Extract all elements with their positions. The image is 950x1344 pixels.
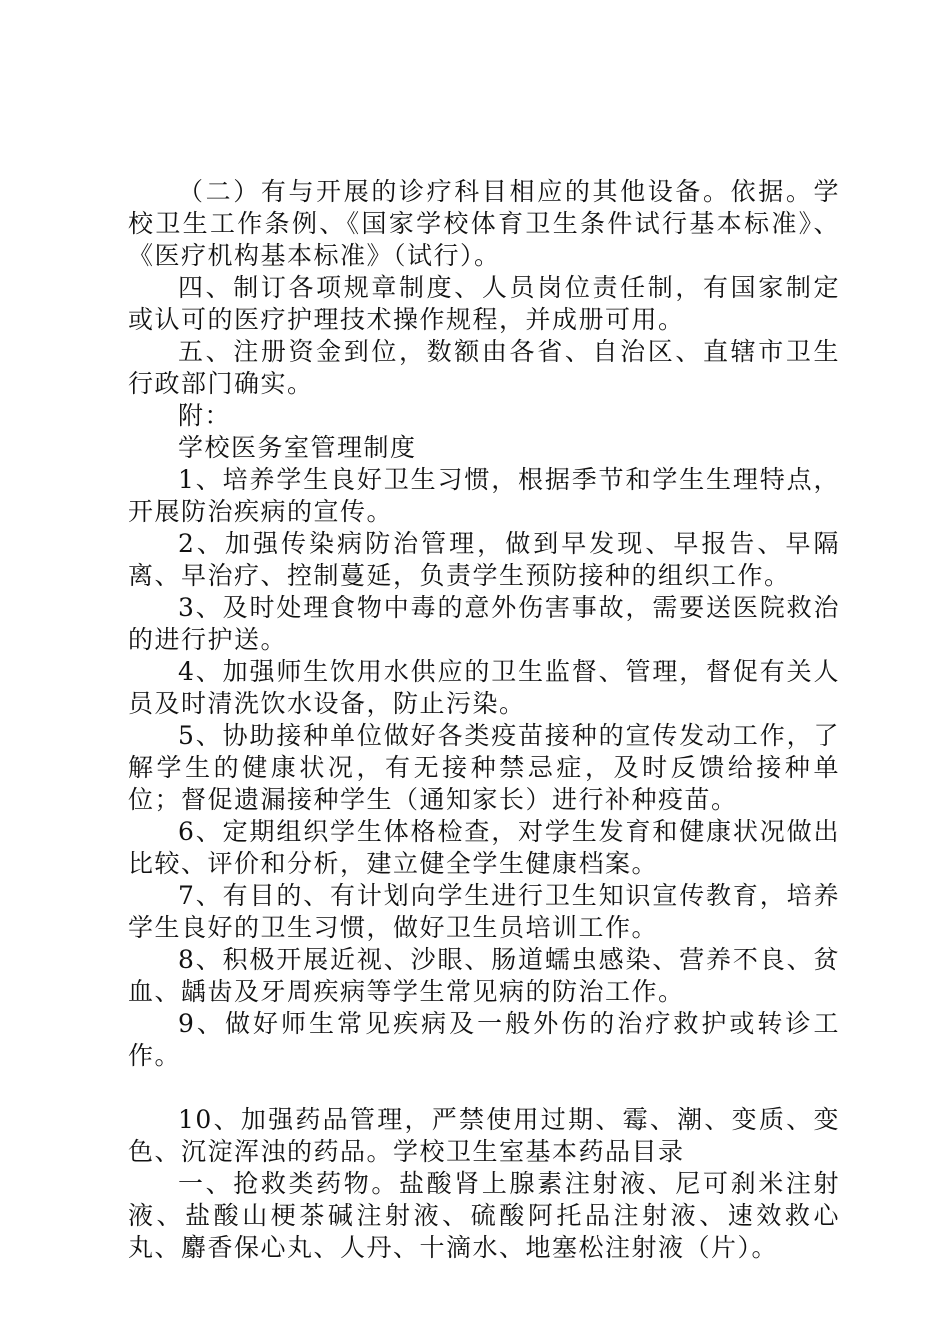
paragraph-appendix-label: 附： <box>178 401 232 430</box>
paragraph-rules: 四、制订各项规章制度、人员岗位责任制，有国家制定或认可的医疗护理技术操作规程，并成册可用。 <box>128 273 840 334</box>
list-item: 4、加强师生饮用水供应的卫生监督、管理，督促有关人员及时清洗饮水设备，防止污染。 <box>128 657 840 718</box>
paragraph-emergency-drugs: 一、抢救类药物。盐酸肾上腺素注射液、尼可刹米注射液、盐酸山梗茶碱注射液、硫酸阿托品注射液、速效救心丸、麝香保心丸、人丹、十滴水、地塞松注射液（片）。 <box>128 1169 840 1262</box>
list-item: 2、加强传染病防治管理，做到早发现、早报告、早隔离、早治疗、控制蔓延，负责学生预防接种的组织工作。 <box>128 529 840 590</box>
list-item: 8、积极开展近视、沙眼、肠道蠕虫感染、营养不良、贫血、龋齿及牙周疾病等学生常见病的防治工作。 <box>128 945 840 1006</box>
list-item: 9、做好师生常见疾病及一般外伤的治疗救护或转诊工作。 <box>128 1009 840 1070</box>
section-title: 学校医务室管理制度 <box>178 433 417 462</box>
document-body <box>128 176 840 1264</box>
list-item: 7、有目的、有计划向学生进行卫生知识宣传教育，培养学生良好的卫生习惯，做好卫生员培训工作。 <box>128 881 840 942</box>
list-item: 1、培养学生良好卫生习惯，根据季节和学生生理特点，开展防治疾病的宣传。 <box>128 465 840 526</box>
paragraph-equipment: （二）有与开展的诊疗科目相应的其他设备。依据。学校卫生工作条例、《国家学校体育卫生条件试行基本标准》、《医疗机构基本标准》（试行）。 <box>128 177 840 270</box>
list-item: 6、定期组织学生体格检查，对学生发育和健康状况做出比较、评价和分析，建立健全学生健康档案。 <box>128 817 840 878</box>
list-item: 3、及时处理食物中毒的意外伤害事故，需要送医院救治的进行护送。 <box>128 593 840 654</box>
list-item: 5、协助接种单位做好各类疫苗接种的宣传发动工作，了解学生的健康状况，有无接种禁忌症，及时反馈给接种单位；督促遗漏接种学生（通知家长）进行补种疫苗。 <box>128 721 840 814</box>
paragraph-funding: 五、注册资金到位，数额由各省、自治区、直辖市卫生行政部门确实。 <box>128 337 840 398</box>
list-item: 10、加强药品管理，严禁使用过期、霉、潮、变质、变色、沉淀浑浊的药品。学校卫生室基本药品目录 <box>128 1105 840 1166</box>
